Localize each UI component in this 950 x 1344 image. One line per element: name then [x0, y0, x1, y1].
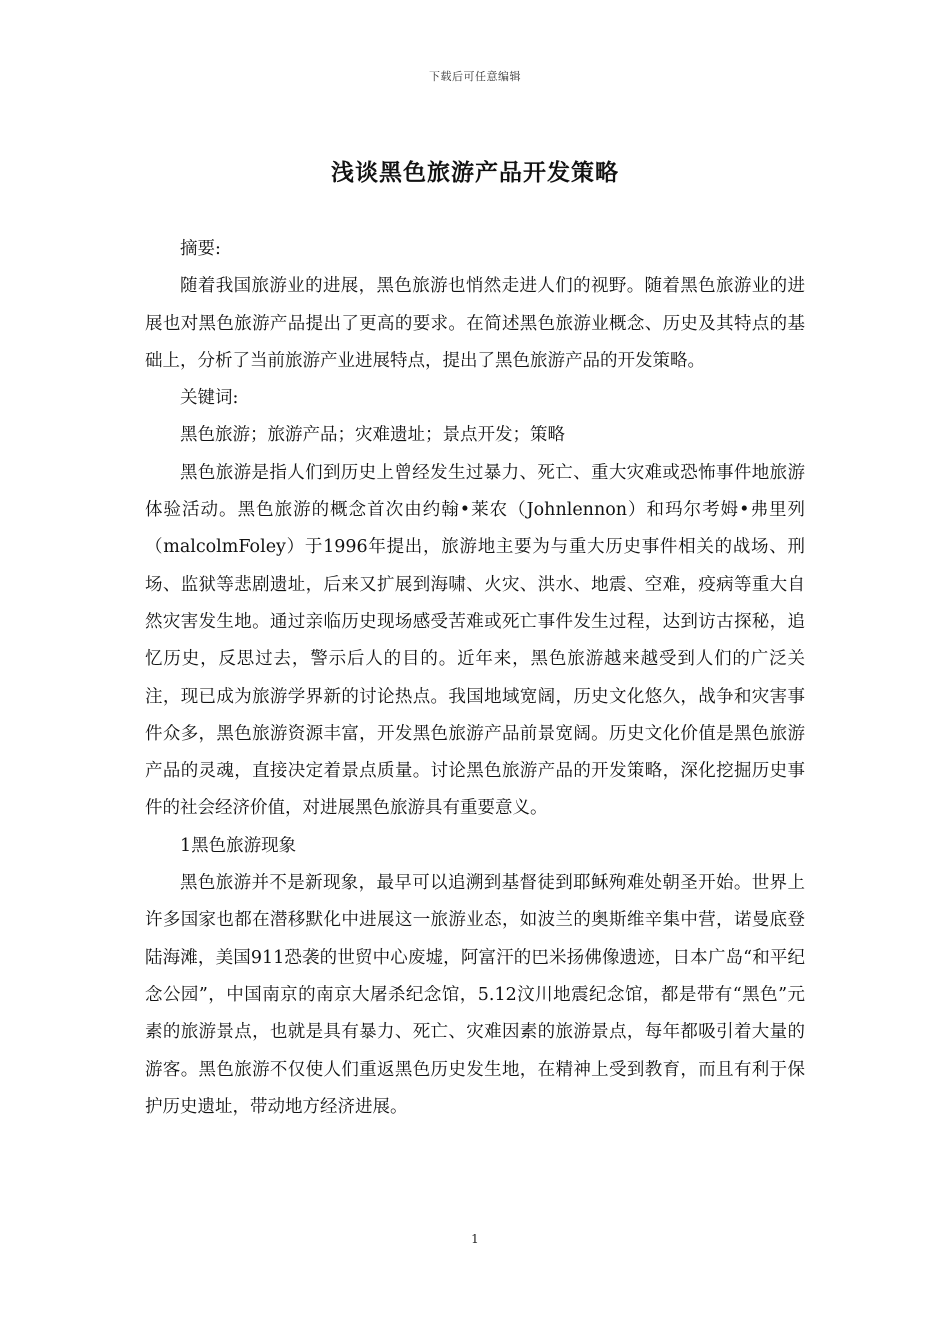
keywords-paragraph: 黑色旅游；旅游产品；灾难遗址；景点开发；策略 [180, 425, 565, 446]
section-paragraph: 黑色旅游并不是新现象，最早可以追溯到基督徒到耶稣殉难处朝圣开始。世界上许多国家也都在潜移默化中进展这一旅游业态，如波兰的奥斯维辛集中营，诺曼底登陆海滩，美国911恐袭的世贸中心废墟，阿富汗的巴米扬佛像遗迹，日本广岛“和平纪念公园”，中国南京的南京大屠杀纪念馆，5.12汶川地震纪念馆，都是带有“黑色”元素的旅游景点，也就是具有暴力、死亡、灾难因素的旅游景点，每年都吸引着大量的游客。黑色旅游不仅使人们重返黑色历史发生地，在精神上受到教育，而且有利于保护历史遗址，带动地方经济进展。 [145, 873, 805, 1117]
keywords-label: 关键词: [180, 388, 239, 409]
document-body [145, 231, 805, 1126]
document-title: 浅谈黑色旅游产品开发策略 [331, 159, 619, 186]
abstract-label: 摘要: [180, 239, 221, 259]
header-note: 下载后可任意编辑 [429, 70, 521, 83]
intro-paragraph: 黑色旅游是指人们到历史上曾经发生过暴力、死亡、重大灾难或恐怖事件地旅游体验活动。黑色旅游的概念首次由约翰•莱农（Johnlennon）和玛尔考姆•弗里列（malcolmFoley）于1996年提出，旅游地主要为与重大历史事件相关的战场、刑场、监狱等悲剧遗址，后来又扩展到海啸、火灾、洪水、地震、空难，疫病等重大自然灾害发生地。通过亲临历史现场感受苦难或死亡事件发生过程，达到访古探秘，追忆历史，反思过去，警示后人的目的。近年来，黑色旅游越来越受到人们的广泛关注，现已成为旅游学界新的讨论热点。我国地域宽阔，历史文化悠久，战争和灾害事件众多，黑色旅游资源丰富，开发黑色旅游产品前景宽阔。历史文化价值是黑色旅游产品的灵魂，直接决定着景点质量。讨论黑色旅游产品的开发策略，深化挖掘历史事件的社会经济价值，对进展黑色旅游具有重要意义。 [145, 462, 805, 819]
abstract-paragraph: 随着我国旅游业的进展，黑色旅游也悄然走进人们的视野。随着黑色旅游业的进展也对黑色旅游产品提出了更高的要求。在简述黑色旅游业概念、历史及其特点的基础上，分析了当前旅游产业进展特点，提出了黑色旅游产品的开发策略。 [145, 276, 805, 371]
page-number: 1 [471, 1232, 479, 1246]
section-heading: 1黑色旅游现象 [180, 835, 297, 856]
